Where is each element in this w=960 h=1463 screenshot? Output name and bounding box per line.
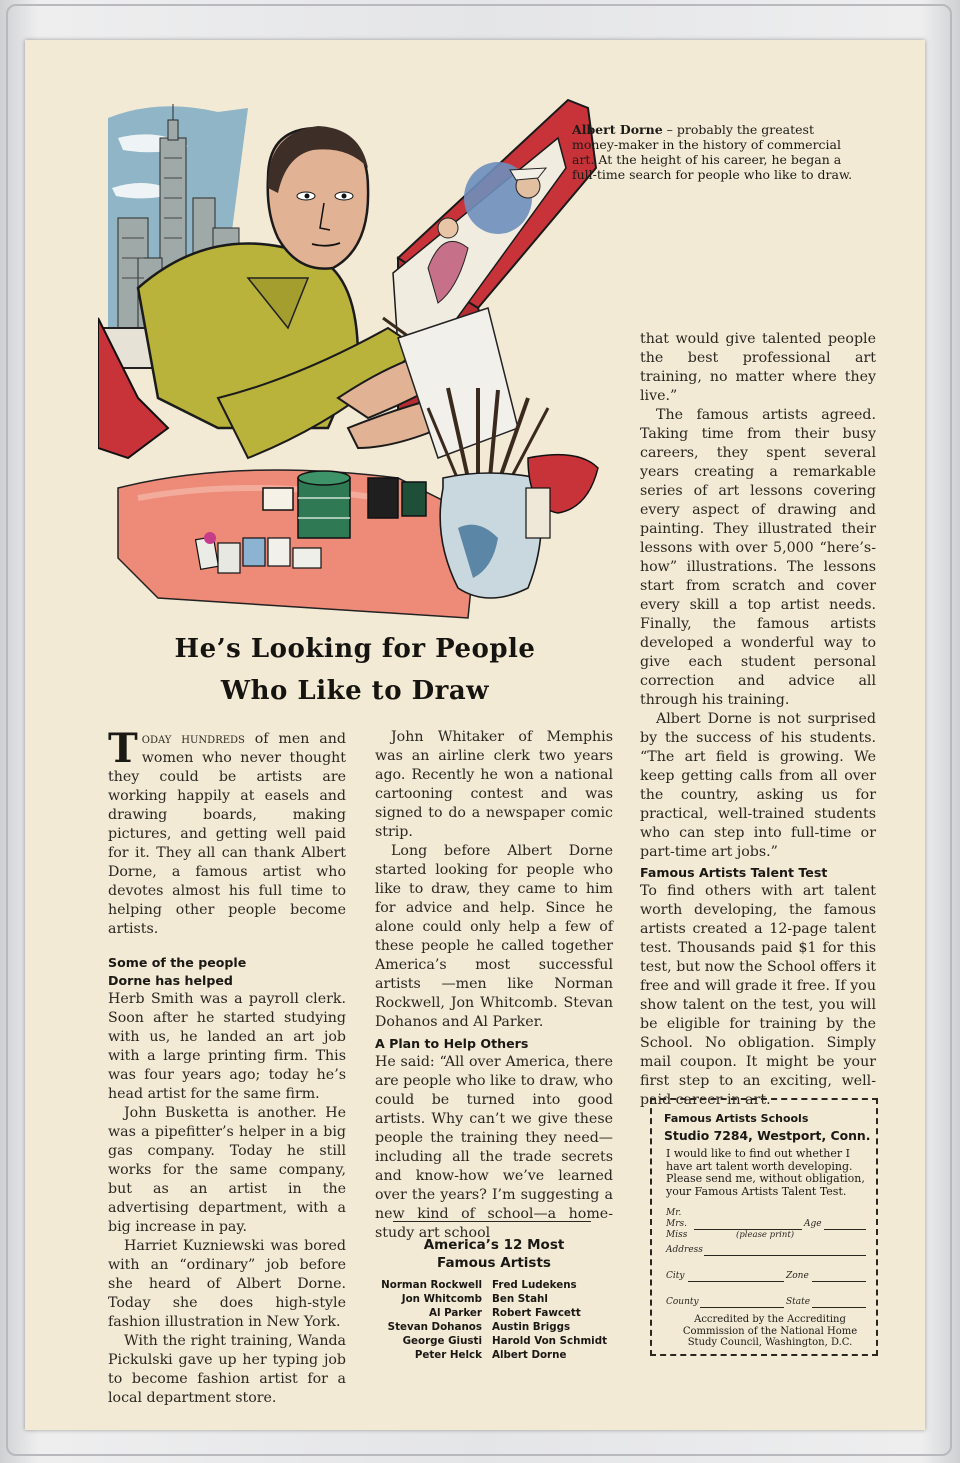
please-print-note: (please print) bbox=[736, 1230, 795, 1240]
label-state: State bbox=[786, 1297, 811, 1307]
label-city: City bbox=[666, 1271, 685, 1281]
article-column-3 bbox=[640, 330, 876, 1110]
artist-names-left bbox=[360, 1278, 482, 1362]
paragraph-talent-test: To find others with art talent worth developing, the famous artists created a 12-page talent test. Thousands paid $1 for this test, but now the School offers it free and will grade it free. If you show talent on the test, you will be eligible for training by the School. No obligation. Simply mail coupon. It might be your first step to an exciting, well-paid career in art. bbox=[640, 883, 876, 1108]
subhead-people-helped-line-1: Some of the people bbox=[108, 955, 247, 970]
artist-name: Ben Stahl bbox=[492, 1293, 548, 1305]
city-field[interactable] bbox=[688, 1281, 784, 1282]
artist-name: Peter Helck bbox=[414, 1349, 482, 1361]
article-column-2 bbox=[375, 728, 613, 1243]
famous-artists-title bbox=[375, 1236, 613, 1272]
age-field[interactable] bbox=[824, 1229, 866, 1230]
famous-artists-title-line-2: Famous Artists bbox=[437, 1255, 551, 1271]
artist-name: Fred Ludekens bbox=[492, 1279, 577, 1291]
subhead-plan-to-help: A Plan to Help Others bbox=[375, 1036, 529, 1051]
label-mrs: Mrs. bbox=[666, 1219, 687, 1229]
label-county: County bbox=[666, 1297, 699, 1307]
label-address: Address bbox=[666, 1245, 703, 1255]
caption-text: – probably the greatest money-maker in the history of commercial art. At the height of his career, he began a full-time search for people who like to draw. bbox=[572, 122, 853, 182]
paragraph-he-said: He said: “All over America, there are people who like to draw, who could be turned into good artists. Why can’t we give these people the training they need—including all the trade secrets and know-how we’ve learned over the years? I’m suggesting a new kind of school—a home-study art school bbox=[375, 1054, 613, 1241]
artist-name: Jon Whitcomb bbox=[401, 1293, 482, 1305]
headline-line-2: Who Like to Draw bbox=[220, 676, 490, 706]
drop-cap: T bbox=[108, 725, 138, 772]
label-mr: Mr. bbox=[666, 1208, 682, 1218]
famous-artists-title-line-1: America’s 12 Most bbox=[423, 1237, 565, 1253]
artist-name: Robert Fawcett bbox=[492, 1307, 581, 1319]
artist-illustration bbox=[98, 98, 618, 628]
county-field[interactable] bbox=[700, 1307, 784, 1308]
paragraph-wanda: With the right training, Wanda Pickulski gave up her typing job to become fashion artist for a local department store. bbox=[108, 1333, 346, 1406]
artist-name: George Giusti bbox=[402, 1335, 482, 1347]
paragraph-john-busketta: John Busketta is another. He was a pipefitter’s helper in a big gas company. Today he still works for the same company, but as an artist in the advertising department, with a big increase in pay. bbox=[108, 1105, 346, 1235]
mail-coupon[interactable] bbox=[650, 1098, 878, 1356]
zone-field[interactable] bbox=[812, 1281, 866, 1282]
subhead-talent-test: Famous Artists Talent Test bbox=[640, 865, 828, 880]
headline-line-1: He’s Looking for People bbox=[174, 634, 536, 664]
state-field[interactable] bbox=[812, 1307, 866, 1308]
paragraph-not-surprised: Albert Dorne is not surprised by the success of his students. “The art field is growing. We keep getting calls from all over the country, asking us for practical, well-trained students who can step into full-time or part-time art jobs.” bbox=[640, 711, 876, 860]
paragraph-long-before: Long before Albert Dorne started looking for people who like to draw, they came to him for advice and help. Since he alone could only help a few of these people he called together America’s most successful artists —men like Norman Rockwell, Jon Whitcomb. Stevan Dohanos and Al Parker. bbox=[375, 843, 613, 1030]
paragraph-continued: that would give talented people the best professional art training, no matter where they live.” bbox=[640, 331, 876, 404]
coupon-school-name: Famous Artists Schools bbox=[664, 1112, 809, 1125]
caption-name: Albert Dorne bbox=[572, 122, 663, 137]
coupon-studio: Studio 7284, Westport, Conn. bbox=[664, 1128, 871, 1143]
address-field[interactable] bbox=[704, 1255, 866, 1256]
paragraph-herb-smith: Herb Smith was a payroll clerk. Soon after he started studying with us, he landed an art job with a large printing firm. This was four years ago; today he’s head artist for the same firm. bbox=[108, 991, 346, 1102]
artist-name: Norman Rockwell bbox=[381, 1279, 482, 1291]
paragraph-artists-agreed: The famous artists agreed. Taking time from their busy careers, they spent several years creating a remarkable series of art lessons covering every aspect of drawing and painting. They illustrated their lessons with over 5,000 “here’s-how” illustrations. The lessons start from scratch and cover every skill a top artist needs. Finally, the famous artists developed a wonderful way to give each student personal correction and advice all through his training. bbox=[640, 407, 876, 708]
paragraph-harriet: Harriet Kuzniewski was bored with an “ordinary” job before she heard of Albert Dorne. Today she does high-style fashion illustration in New York. bbox=[108, 1238, 346, 1330]
label-miss: Miss bbox=[666, 1230, 688, 1240]
label-zone: Zone bbox=[786, 1271, 809, 1281]
headline bbox=[115, 628, 595, 712]
paragraph-john-whitaker: John Whitaker of Memphis was an airline clerk two years ago. Recently he won a national cartooning contest and was signed to do a newspaper comic strip. bbox=[375, 729, 613, 840]
intro-paragraph bbox=[108, 725, 346, 939]
artist-name: Stevan Dohanos bbox=[387, 1321, 482, 1333]
article-column-1 bbox=[108, 725, 346, 1408]
divider-rule bbox=[393, 1221, 591, 1222]
coupon-school bbox=[664, 1110, 870, 1144]
coupon-request-text: I would like to find out whether I have art talent worth developing. Please send me, without obligation, your Famous Artists Talent Test. bbox=[666, 1147, 865, 1198]
intro-text: of men and women who never thought they could be artists are working happily at easels and drawing boards, making pictures, and getting well paid for it. They all can thank Albert Dorne, a famous artist who devotes almost his full time to helping other people become artists. bbox=[108, 731, 346, 937]
illustration-caption bbox=[572, 122, 862, 182]
artist-name: Austin Briggs bbox=[492, 1321, 571, 1333]
intro-smallcaps: oday hundreds bbox=[141, 731, 245, 747]
artist-name: Al Parker bbox=[428, 1307, 482, 1319]
label-age: Age bbox=[804, 1219, 822, 1229]
artist-names-right bbox=[492, 1278, 622, 1362]
subhead-people-helped bbox=[108, 954, 346, 990]
artist-name: Harold Von Schmidt bbox=[492, 1335, 608, 1347]
subhead-people-helped-line-2: Dorne has helped bbox=[108, 973, 233, 988]
artist-name: Albert Dorne bbox=[492, 1349, 567, 1361]
accreditation-note: Accredited by the Accrediting Commission of the National Home Study Council, Washington, D.C. bbox=[682, 1314, 858, 1348]
